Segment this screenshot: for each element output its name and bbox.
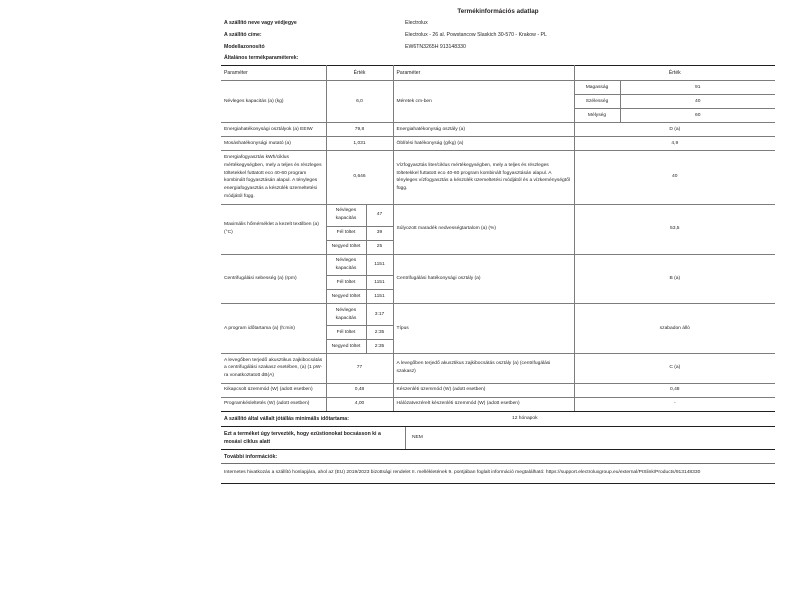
- supplier-name-label: A szállító neve vagy védjegye: [224, 20, 297, 26]
- model-label: Modellazonosító: [224, 43, 265, 50]
- dimensions-label: Méretek cm-ben: [393, 81, 574, 123]
- dimension-depth-value: 60: [620, 109, 775, 123]
- noise-class-value: C (a): [574, 354, 775, 384]
- general-parameters-section-row: [221, 53, 775, 65]
- header-parameter-1: Paraméter: [221, 66, 326, 81]
- model-value: EW6TN3265H 913148330: [405, 43, 466, 50]
- table-row: [221, 354, 775, 384]
- energy-class-value: D (a): [574, 123, 775, 137]
- supplier-name-value: Electrolux: [405, 20, 428, 26]
- program-duration-half: 2:35: [366, 326, 393, 340]
- parameters-table: [221, 65, 775, 412]
- table-row: [221, 137, 775, 151]
- rinsing-efficiency-value: 4,9: [574, 137, 775, 151]
- header-parameter-2: Paraméter: [393, 66, 574, 81]
- table-row: [221, 204, 775, 226]
- header-value-2: Érték: [574, 66, 775, 81]
- further-info-heading: További információk:: [224, 454, 278, 461]
- spin-speed-half: 1151: [366, 276, 393, 290]
- supplier-name-row: [221, 18, 775, 30]
- residual-moisture-label: Súlyozott maradék nedvességtartalom (a) (%): [393, 204, 574, 254]
- delay-start-label: Programkésleltetés (W) (adott esetben): [221, 397, 326, 411]
- load-full-label: Névleges kapacitás: [326, 254, 366, 276]
- supplier-info-table: [221, 18, 775, 65]
- further-info-text: Internetes hivatkozás a szállító honlapjára, ahol az (EU) 2019/2023 bizottsági rendelet II. mellékletének 9. pontjában foglalt információ megtalálható: https://support.electroluxgroup.eu/external/PISlink/Products/913148330: [224, 469, 701, 475]
- silver-ion-row: [221, 427, 775, 449]
- max-temperature-quarter: 25: [366, 240, 393, 254]
- load-half-label: Fél töltet: [326, 226, 366, 240]
- spin-class-label: Centrifugálási hatékonysági osztály (a): [393, 254, 574, 304]
- load-full-label: Névleges kapacitás: [326, 304, 366, 326]
- rated-capacity-value: 6,0: [326, 81, 393, 123]
- spin-speed-quarter: 1151: [366, 290, 393, 304]
- max-temperature-label: Maximális hőmérséklet a kezelt textilben (a) (°C): [221, 204, 326, 254]
- spin-speed-full: 1151: [366, 254, 393, 276]
- program-duration-label: A program időtartama (a) (h:min): [221, 304, 326, 354]
- silver-ion-value: NEM: [412, 435, 423, 441]
- supplier-address-row: [221, 30, 775, 42]
- warranty-value: 12 hónapok: [512, 415, 538, 421]
- load-half-label: Fél töltet: [326, 326, 366, 340]
- dimension-width-label: Szélesség: [574, 95, 620, 109]
- load-half-label: Fél töltet: [326, 276, 366, 290]
- table-row: [221, 383, 775, 397]
- standby-mode-label: Készenléti üzemmód (W) (adott esetben): [393, 383, 574, 397]
- program-duration-full: 3:17: [366, 304, 393, 326]
- table-header-row: [221, 66, 775, 81]
- load-quarter-label: Negyed töltet: [326, 290, 366, 304]
- dimension-height-label: Magasság: [574, 81, 620, 95]
- standby-mode-value: 0,48: [574, 383, 775, 397]
- water-consumption-label: Vízfogyasztás liter/ciklus mértékegységben, mely a teljes és részleges töltetekkel futtatott eco 40-60 program kombinált fogyasztásán alapul. A tényleges vízfogyasztás a készülék üzemeltetési módjától és a vízkeménységtől függ.: [393, 151, 574, 205]
- table-row: [221, 81, 775, 95]
- warranty-label: A szállító által vállalt jótállás minimális időtartama:: [224, 415, 349, 422]
- spin-speed-label: Centrifugálási sebesség (a) (rpm): [221, 254, 326, 304]
- energy-consumption-label: Energiafogyasztás kWh/ciklus mértékegységben, mely a teljes és részleges töltetekkel futtatott eco 40-60 program kombinált fogyasztásán alapul. A tényleges energiafogyasztás a készülék üzemeltetési módjától függ.: [221, 151, 326, 205]
- type-value: szabadon álló: [574, 304, 775, 354]
- noise-class-label: A levegőben terjedő akusztikus zajkibocsátás osztály (a) (centrifugálási szakasz): [393, 354, 574, 384]
- airborne-noise-label: A levegőben terjedő akusztikus zajkibocsátás a centrifugálási szakasz esetében, (a) (1 pW-ra vonatkoztatott dB(A): [221, 354, 326, 384]
- table-row: [221, 254, 775, 276]
- off-mode-label: Kikapcsolt üzemmód (W) (adott esetben): [221, 383, 326, 397]
- supplier-address-label: A szállító címe:: [224, 31, 262, 38]
- networked-standby-value: -: [574, 397, 775, 411]
- type-label: Típus: [393, 304, 574, 354]
- dimension-depth-label: Mélység: [574, 109, 620, 123]
- washing-efficiency-value: 1,031: [326, 137, 393, 151]
- warranty-table: [221, 412, 775, 426]
- energy-consumption-value: 0,646: [326, 151, 393, 205]
- residual-moisture-value: 53,5: [574, 204, 775, 254]
- water-consumption-value: 40: [574, 151, 775, 205]
- load-quarter-label: Negyed töltet: [326, 240, 366, 254]
- off-mode-value: 0,48: [326, 383, 393, 397]
- max-temperature-full: 47: [366, 204, 393, 226]
- model-row: [221, 42, 775, 54]
- header-value-1: Érték: [326, 66, 393, 81]
- rinsing-efficiency-label: Öblítési hatékonyság (g/kg) (a): [393, 137, 574, 151]
- general-parameters-label: Általános termékparaméterek:: [224, 55, 299, 62]
- dimension-height-value: 91: [620, 81, 775, 95]
- program-duration-quarter: 2:35: [366, 340, 393, 354]
- networked-standby-label: Hálózatvezérelt készenléti üzemmód (W) (adott esetben): [393, 397, 574, 411]
- washing-efficiency-label: Mosáshatékonysági mutató (a): [221, 137, 326, 151]
- eei-label: Energiahatékonysági osztályok (a) EEIW: [221, 123, 326, 137]
- warranty-row: [221, 412, 775, 426]
- max-temperature-half: 39: [366, 226, 393, 240]
- energy-class-label: Energiahatékonyság osztály (a): [393, 123, 574, 137]
- table-row: [221, 397, 775, 411]
- delay-start-value: 4,00: [326, 397, 393, 411]
- load-quarter-label: Negyed töltet: [326, 340, 366, 354]
- rated-capacity-label: Névleges kapacitás (a) (kg): [221, 81, 326, 123]
- load-full-label: Névleges kapacitás: [326, 204, 366, 226]
- airborne-noise-value: 77: [326, 354, 393, 384]
- eei-value: 79,8: [326, 123, 393, 137]
- table-row: [221, 151, 775, 205]
- spin-class-value: B (a): [574, 254, 775, 304]
- silver-ion-table: [221, 427, 775, 449]
- dimension-width-value: 40: [620, 95, 775, 109]
- table-row: [221, 304, 775, 326]
- table-row: [221, 123, 775, 137]
- supplier-address-value: Electrolux - 26 al. Powstancow Slaskich 30-570 - Krakow - PL: [405, 31, 547, 38]
- silver-ion-label: Ezt a terméket úgy tervezték, hogy ezüstionokat bocsásson ki a mosási ciklus alatt: [221, 427, 406, 449]
- page-title: Termékinformációs adatlap: [457, 8, 539, 15]
- divider: [221, 483, 775, 484]
